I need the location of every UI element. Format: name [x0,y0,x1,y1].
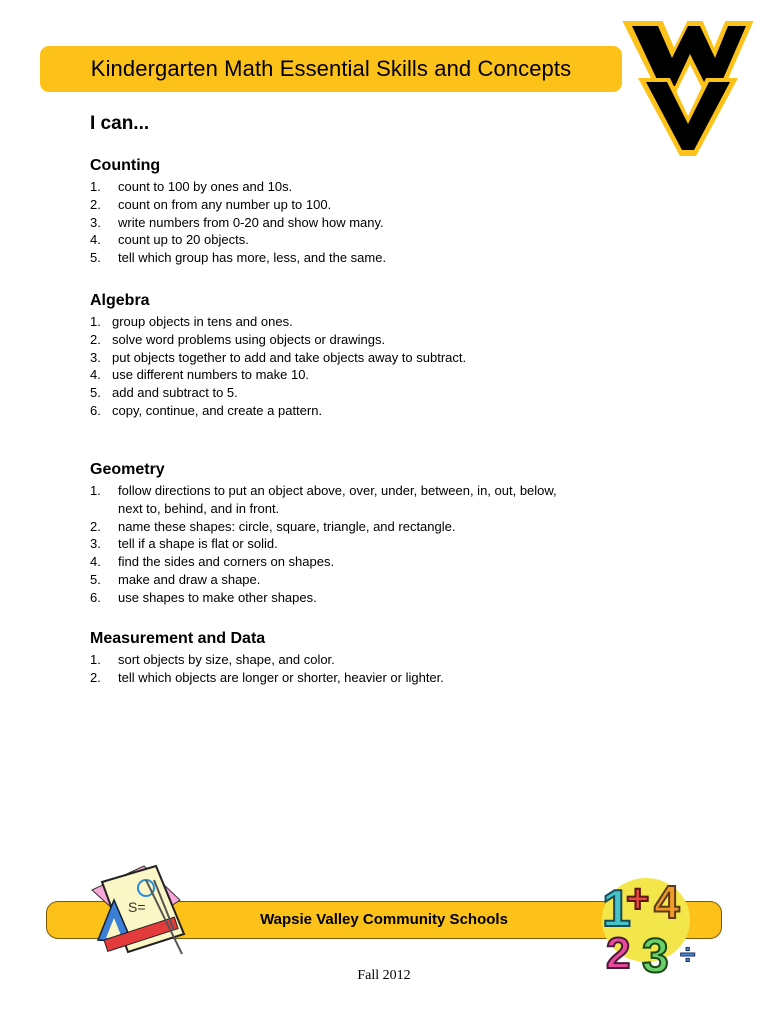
list-item: 4. use different numbers to make 10. [90,367,310,383]
svg-text:4: 4 [654,876,680,928]
svg-text:÷: ÷ [680,939,696,970]
section-algebra [90,292,610,420]
list-item: 6. copy, continue, and create a pattern. [90,402,323,418]
geometry-list [90,482,570,607]
intro-heading: I can... [90,113,150,134]
numbers-clipart [596,864,704,974]
svg-text:+: + [626,877,650,921]
section-title: Algebra [90,292,150,309]
section-measurement [90,630,610,687]
list-item: 3. put objects together to add and take objects away to subtract. [90,349,467,365]
list-item: 2. tell which objects are longer or shorter, heavier or lighter. [90,669,444,685]
list-item: 2. count on from any number up to 100. [90,196,332,212]
header-banner [40,46,622,92]
list-item: 4. count up to 20 objects. [90,232,249,248]
list-item: 1. follow directions to put an object above, over, under, between, in, out, below, next to, behind, and in front. [90,483,557,516]
school-name: Wapsie Valley Community Schools [260,911,508,928]
algebra-list [90,313,610,420]
list-item: 1. count to 100 by ones and 10s. [90,179,293,194]
counting-list [90,178,610,267]
section-title: Counting [90,157,161,174]
list-item: 5. tell which group has more, less, and the same. [90,250,387,266]
list-item: 3. tell if a shape is flat or solid. [90,536,278,552]
page-title: Kindergarten Math Essential Skills and Concepts [90,56,572,81]
section-title: Geometry [90,461,165,478]
list-item: 6. use shapes to make other shapes. [90,589,317,605]
list-item: 1. group objects in tens and ones. [90,314,293,329]
svg-text:1: 1 [602,880,631,938]
list-item: 2. solve word problems using objects or drawings. [90,331,386,347]
list-item: 3. write numbers from 0-20 and show how many. [90,214,384,230]
svg-text:S=: S= [128,899,146,915]
list-item: 1. sort objects by size, shape, and color. [90,652,335,667]
section-geometry [90,461,570,607]
list-item: 5. add and subtract to 5. [90,385,238,401]
section-title: Measurement and Data [90,630,266,647]
list-item: 5. make and draw a shape. [90,571,261,587]
measurement-list [90,651,610,687]
footer-date: Fall 2012 [357,968,411,983]
section-counting [90,157,610,267]
geometry-tools-clipart [84,860,196,966]
svg-text:2: 2 [606,929,631,974]
list-item: 2. name these shapes: circle, square, triangle, and rectangle. [90,518,456,534]
wv-logo-icon [622,20,754,158]
svg-text:3: 3 [642,930,669,974]
list-item: 4. find the sides and corners on shapes. [90,554,335,570]
